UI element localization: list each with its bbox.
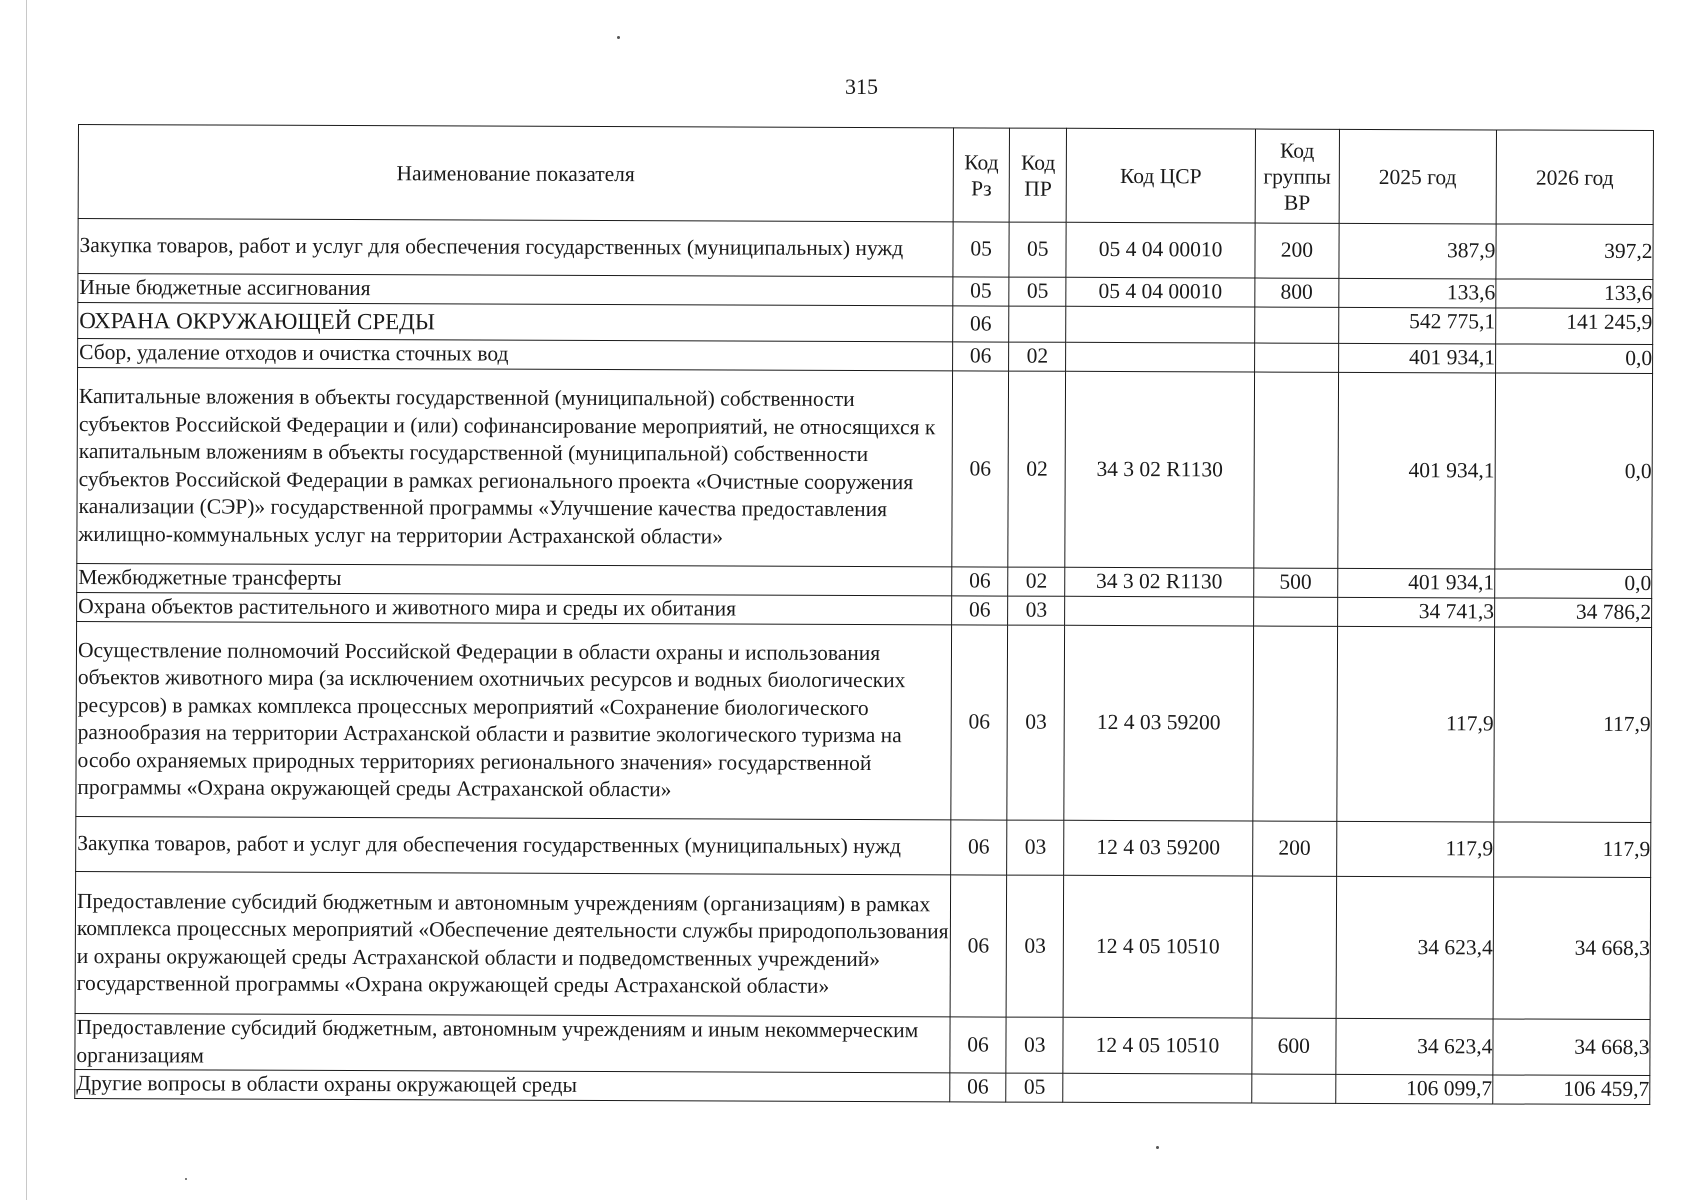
row-pr: 05: [1009, 277, 1066, 306]
row-csr: 34 3 02 R1130: [1065, 567, 1254, 597]
row-rz: 06: [952, 342, 1009, 371]
row-2025: 117,9: [1336, 821, 1493, 877]
row-pr: 03: [1008, 596, 1065, 625]
row-2025: 401 934,1: [1338, 372, 1496, 569]
row-vr: 200: [1252, 821, 1336, 876]
row-rz: 06: [950, 875, 1007, 1017]
row-2025: 401 934,1: [1338, 568, 1495, 598]
row-rz: 06: [951, 625, 1008, 820]
row-name: Закупка товаров, работ и услуг для обеспечения государственных (муниципальных) нужд: [78, 219, 953, 277]
row-2026: 0,0: [1495, 373, 1653, 570]
row-csr: 12 4 05 10510: [1063, 875, 1252, 1018]
row-pr: 05: [1006, 1073, 1063, 1102]
header-rz: Код Рз: [953, 128, 1010, 222]
row-name: Охрана объектов растительного и животного мира и среды их обитания: [77, 592, 952, 624]
row-csr: [1065, 596, 1254, 626]
row-2026: 0,0: [1495, 344, 1652, 374]
row-pr: 03: [1007, 875, 1064, 1017]
row-2026: 141 245,9: [1496, 308, 1653, 345]
row-2025: 34 741,3: [1337, 597, 1494, 627]
row-vr: 800: [1255, 278, 1339, 307]
row-name: Осуществление полномочий Российской Федерации в области охраны и использования объектов животного мира (за исключением охотничьих ресурсов и водных биологических ресурсов) в рамках комплекса процессных мероприятий «Сохранение биологического разнообразия на территории Астраханской области и развитие экологического туризма на особо охраняемых природных территориях регионального значения» государственной программы «Охрана окружающей среды Астраханской области»: [76, 621, 951, 819]
row-2026: 34 668,3: [1493, 1019, 1650, 1076]
header-2026: 2026 год: [1496, 130, 1653, 225]
table-row: [78, 219, 1653, 280]
row-csr: 12 4 03 59200: [1064, 625, 1253, 821]
row-rz: 06: [951, 596, 1008, 625]
header-csr: Код ЦСР: [1066, 128, 1255, 223]
row-2025: 401 934,1: [1338, 343, 1495, 373]
row-vr: [1252, 876, 1337, 1018]
row-vr: 600: [1252, 1018, 1336, 1074]
header-pr: Код ПР: [1010, 128, 1067, 222]
table-row: [75, 871, 1651, 1019]
row-2026: 0,0: [1495, 569, 1652, 599]
scan-speck: [1156, 1146, 1159, 1149]
row-csr: [1066, 306, 1255, 343]
row-2025: 117,9: [1337, 626, 1495, 822]
header-name: Наименование показателя: [78, 125, 953, 222]
row-pr: 02: [1008, 371, 1065, 567]
row-name: Закупка товаров, работ и услуг для обеспечения государственных (муниципальных) нужд: [76, 816, 951, 874]
row-csr: 05 4 04 00010: [1066, 222, 1255, 278]
row-name: Сбор, удаление отходов и очистка сточных вод: [78, 339, 953, 371]
row-name: Межбюджетные трансферты: [77, 563, 952, 595]
row-name: Иные бюджетные ассигнования: [78, 274, 953, 306]
row-2025: 106 099,7: [1336, 1074, 1493, 1103]
scan-edge-line: [26, 0, 27, 1200]
table-row: [75, 1013, 1650, 1075]
row-pr: 03: [1007, 820, 1064, 875]
row-pr: 05: [1009, 222, 1066, 277]
table-row: [77, 368, 1653, 570]
row-rz: 06: [950, 1073, 1007, 1102]
row-rz: 06: [950, 1017, 1007, 1073]
row-vr: 200: [1255, 223, 1339, 278]
row-2025: 542 775,1: [1338, 307, 1495, 344]
row-2026: 34 668,3: [1493, 877, 1651, 1020]
row-name: Предоставление субсидий бюджетным и автономным учреждениям (организациям) в рамках комплекса процессных мероприятий «Обеспечение деятельности службы природопользования и охраны окружающей среды Астраханской области и подведомственных учреждений» государственной программы «Охрана окружающей среды Астраханской области»: [75, 871, 950, 1016]
row-vr: [1255, 307, 1339, 343]
table-row: [76, 621, 1652, 822]
row-csr: 12 4 05 10510: [1063, 1017, 1252, 1074]
row-rz: 06: [952, 306, 1009, 342]
row-vr: [1252, 1074, 1336, 1103]
row-vr: [1254, 343, 1338, 372]
row-2026: 106 459,7: [1493, 1075, 1650, 1104]
row-pr: 02: [1009, 342, 1066, 371]
row-name: Другие вопросы в области охраны окружающей среды: [75, 1069, 950, 1101]
row-rz: 06: [950, 820, 1007, 875]
row-2025: 133,6: [1339, 278, 1496, 308]
scan-speck: [185, 1178, 187, 1180]
row-pr: [1009, 306, 1066, 342]
row-rz: 05: [953, 222, 1010, 277]
row-rz: 05: [953, 277, 1010, 306]
table-row: [75, 1069, 1650, 1104]
row-pr: 03: [1006, 1017, 1063, 1073]
header-vr: Код группы ВР: [1255, 129, 1339, 223]
row-2025: 34 623,4: [1336, 876, 1494, 1019]
row-rz: 06: [952, 371, 1009, 567]
table-header-row: [78, 125, 1653, 225]
row-csr: 05 4 04 00010: [1066, 277, 1255, 307]
budget-table: [74, 124, 1654, 1105]
row-pr: 02: [1008, 567, 1065, 596]
row-name: Предоставление субсидий бюджетным, автономным учреждениям и иным некоммерческим организациям: [75, 1013, 950, 1072]
row-csr: [1063, 1073, 1252, 1102]
page-number: 315: [845, 74, 878, 99]
row-2026: 117,9: [1494, 822, 1651, 878]
row-2026: 133,6: [1496, 279, 1653, 309]
row-2025: 387,9: [1339, 223, 1496, 279]
scan-speck: [617, 36, 620, 39]
row-vr: [1253, 626, 1338, 821]
row-rz: 06: [951, 567, 1008, 596]
row-2026: 117,9: [1494, 627, 1652, 823]
row-pr: 03: [1007, 625, 1064, 820]
row-2026: 397,2: [1496, 224, 1653, 280]
row-2026: 34 786,2: [1494, 598, 1651, 628]
table-row: [76, 816, 1651, 877]
row-2025: 34 623,4: [1336, 1018, 1493, 1075]
row-vr: [1253, 597, 1337, 626]
header-2025: 2025 год: [1339, 129, 1496, 224]
row-name: Капитальные вложения в объекты государственной (муниципальной) собственности субъектов Российской Федерации и (или) софинансирование мероприятий, не относящихся к капитальным вложениям в объекты государственной (муниципальной) собственности субъектов Российской Федерации в рамках регионального проекта «Очистные сооружения канализации (СЭР)» государственной программы «Улучшение качества предоставления жилищно-коммунальных услуг на территории Астраханской области»: [77, 368, 952, 567]
row-vr: 500: [1254, 568, 1338, 597]
row-name: ОХРАНА ОКРУЖАЮЩЕЙ СРЕДЫ: [78, 303, 953, 342]
row-csr: 34 3 02 R1130: [1065, 371, 1254, 568]
table-row: [78, 303, 1653, 345]
row-vr: [1254, 372, 1339, 568]
row-csr: 12 4 03 59200: [1064, 820, 1253, 876]
row-csr: [1066, 342, 1255, 372]
